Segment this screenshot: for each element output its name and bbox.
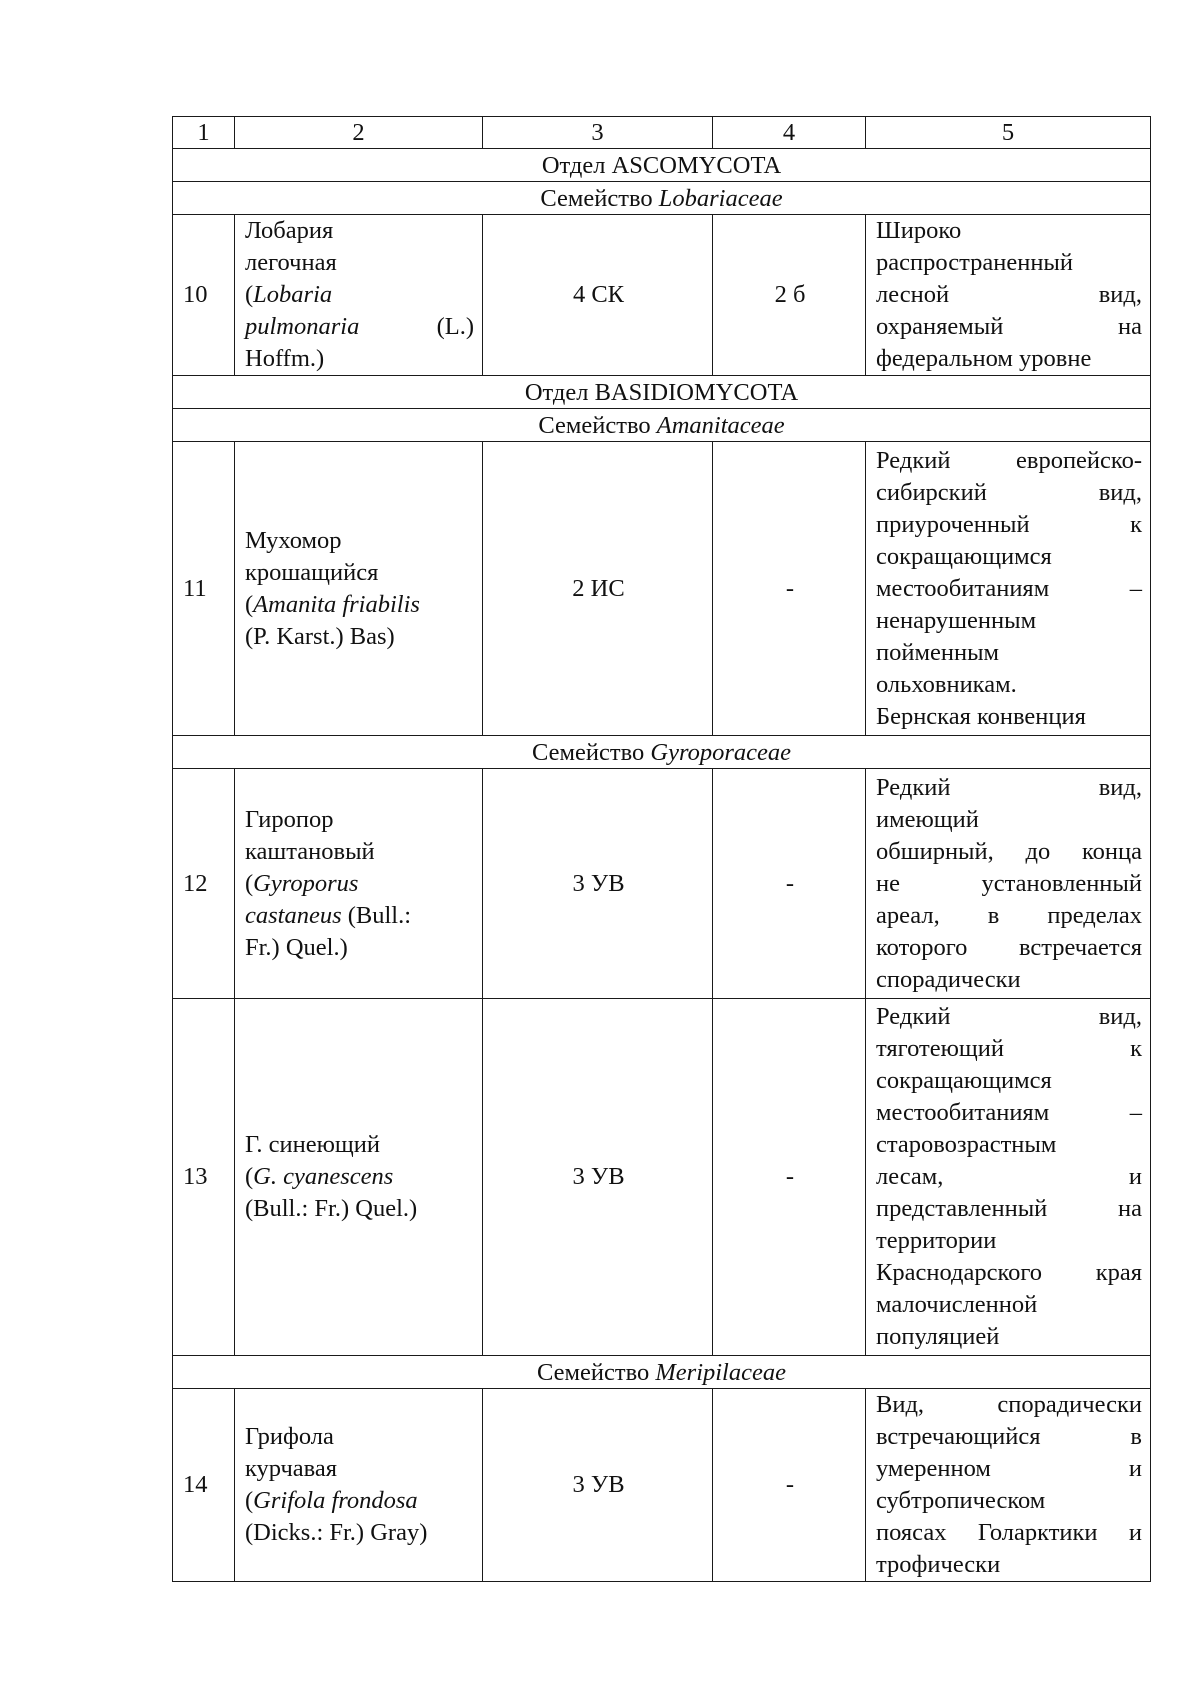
family-row: [173, 409, 1151, 442]
description-cell: Редкий вид, тяготеющий к сокращающимся местообитаниям – старовозрастным лесам, и представленный на территории Краснодарского края малочисленной популяцией: [866, 999, 1151, 1356]
species-name: Мухомор крошащийся (Amanita friabilis (P. Karst.) Bas): [235, 442, 483, 736]
category-cell: 3 УВ: [483, 1389, 713, 1582]
division-row: [173, 376, 1151, 409]
family-title: Семейство Meripilaceae: [173, 1356, 1151, 1389]
category-cell: 3 УВ: [483, 999, 713, 1356]
family-row: [173, 182, 1151, 215]
status-cell: -: [713, 1389, 866, 1582]
family-row: [173, 736, 1151, 769]
family-title: Семейство Lobariaceae: [173, 182, 1151, 215]
species-number: 10: [173, 215, 235, 376]
description-cell: Редкий европейско- сибирский вид, приуроченный к сокращающимся местообитаниям – ненарушенным пойменным ольховникам. Бернская конвенция: [866, 442, 1151, 736]
species-number: 14: [173, 1389, 235, 1582]
species-name: Лобария легочная (Lobaria pulmonaria (L.) Hoffm.): [235, 215, 483, 376]
column-number: 5: [866, 117, 1151, 149]
column-number: 3: [483, 117, 713, 149]
column-number: 4: [713, 117, 866, 149]
column-number: 1: [173, 117, 235, 149]
species-name: Гиропор каштановый (Gyroporus castaneus (Bull.: Fr.) Quel.): [235, 769, 483, 999]
species-name: Г. синеющий (G. cyanescens (Bull.: Fr.) Quel.): [235, 999, 483, 1356]
division-row: [173, 149, 1151, 182]
description-cell: Редкий вид, имеющий обширный, до конца не установленный ареал, в пределах которого встречается спорадически: [866, 769, 1151, 999]
column-number-row: [173, 117, 1151, 149]
species-name: Грифола курчавая (Grifola frondosa (Dicks.: Fr.) Gray): [235, 1389, 483, 1582]
species-row: [173, 999, 1151, 1356]
species-number: 13: [173, 999, 235, 1356]
division-title: Отдел ASCOMYCOTA: [173, 149, 1151, 182]
category-cell: 3 УВ: [483, 769, 713, 999]
family-title: Семейство Gyroporaceae: [173, 736, 1151, 769]
status-cell: -: [713, 999, 866, 1356]
category-cell: 2 ИС: [483, 442, 713, 736]
species-row: [173, 442, 1151, 736]
species-number: 11: [173, 442, 235, 736]
division-title: Отдел BASIDIOMYCOTA: [173, 376, 1151, 409]
species-row: [173, 1389, 1151, 1582]
column-number: 2: [235, 117, 483, 149]
family-title: Семейство Amanitaceae: [173, 409, 1151, 442]
species-table: [172, 116, 1151, 1582]
status-cell: 2 б: [713, 215, 866, 376]
status-cell: -: [713, 769, 866, 999]
species-row: [173, 215, 1151, 376]
description-cell: Широко распространенный лесной вид, охраняемый на федеральном уровне: [866, 215, 1151, 376]
status-cell: -: [713, 442, 866, 736]
species-row: [173, 769, 1151, 999]
category-cell: 4 СК: [483, 215, 713, 376]
species-number: 12: [173, 769, 235, 999]
family-row: [173, 1356, 1151, 1389]
description-cell: Вид, спорадически встречающийся в умеренном и субтропическом поясах Голарктики и трофически: [866, 1389, 1151, 1582]
